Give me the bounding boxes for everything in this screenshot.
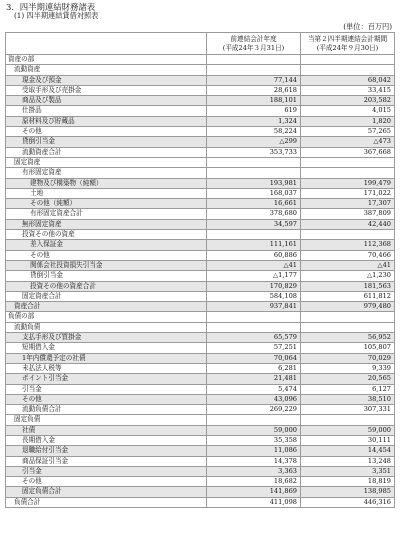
curr-period-header-line2: (平成24年９月30日): [316, 43, 379, 52]
curr-period-value: [301, 157, 395, 167]
curr-period-value: [301, 230, 395, 240]
table-row: [6, 446, 395, 456]
prev-period-value: △299: [207, 137, 301, 147]
table-row: [6, 291, 395, 301]
row-label: 固定資産合計: [6, 291, 207, 301]
table-row: [6, 477, 395, 487]
prev-period-value: [207, 415, 301, 425]
prev-period-value: 193,981: [207, 178, 301, 188]
curr-period-value: 14,454: [301, 446, 395, 456]
balance-sheet-table: [5, 32, 395, 508]
table-row: [6, 487, 395, 497]
row-label: 投資その他の資産: [6, 230, 207, 240]
label-column-header: [6, 33, 207, 55]
row-label: 負債の部: [6, 312, 207, 322]
prev-period-value: [207, 157, 301, 167]
table-row: [6, 147, 395, 157]
curr-period-value: 70,466: [301, 250, 395, 260]
table-row: [6, 497, 395, 507]
prev-period-value: 21,481: [207, 374, 301, 384]
table-row: [6, 302, 395, 312]
prev-period-value: 57,251: [207, 343, 301, 353]
curr-period-value: 70,029: [301, 353, 395, 363]
curr-period-value: 199,479: [301, 178, 395, 188]
curr-period-value: △41: [301, 260, 395, 270]
curr-period-value: 13,248: [301, 456, 395, 466]
curr-period-value: 1,820: [301, 116, 395, 126]
row-label: 退職給付引当金: [6, 446, 207, 456]
prev-period-value: 584,108: [207, 291, 301, 301]
table-row: [6, 405, 395, 415]
table-row: [6, 271, 395, 281]
table-row: [6, 209, 395, 219]
prev-period-value: 43,096: [207, 394, 301, 404]
row-label: その他（純額）: [6, 199, 207, 209]
curr-period-value: 171,022: [301, 188, 395, 198]
row-label: 流動負債合計: [6, 405, 207, 415]
row-label: 未払法人税等: [6, 363, 207, 373]
table-row: [6, 230, 395, 240]
row-label: 引当金: [6, 384, 207, 394]
table-row: [6, 106, 395, 116]
curr-period-value: △1,230: [301, 271, 395, 281]
prev-period-value: 18,682: [207, 477, 301, 487]
prev-period-value: 35,358: [207, 435, 301, 445]
prev-period-value: 28,618: [207, 85, 301, 95]
table-row: [6, 333, 395, 343]
curr-period-value: 203,582: [301, 96, 395, 106]
table-row: [6, 250, 395, 260]
prev-period-value: [207, 55, 301, 65]
table-row: [6, 425, 395, 435]
prev-period-value: [207, 230, 301, 240]
row-label: 流動負債: [6, 322, 207, 332]
table-row: [6, 466, 395, 476]
prev-period-value: △41: [207, 260, 301, 270]
curr-period-value: 33,415: [301, 85, 395, 95]
curr-period-value: 446,316: [301, 497, 395, 507]
row-label: その他: [6, 394, 207, 404]
row-label: 1年内償還予定の社債: [6, 353, 207, 363]
table-row: [6, 312, 395, 322]
table-row: [6, 435, 395, 445]
curr-period-value: 17,307: [301, 199, 395, 209]
curr-period-value: 57,265: [301, 127, 395, 137]
prev-period-value: 77,144: [207, 75, 301, 85]
table-row: [6, 240, 395, 250]
prev-period-value: [207, 168, 301, 178]
table-row: [6, 394, 395, 404]
curr-period-value: [301, 168, 395, 178]
table-row: [6, 116, 395, 126]
row-label: 長期借入金: [6, 435, 207, 445]
curr-period-value: 181,563: [301, 281, 395, 291]
prev-period-header: [207, 33, 301, 55]
row-label: その他: [6, 477, 207, 487]
row-label: 支払手形及び買掛金: [6, 333, 207, 343]
row-label: 引当金: [6, 466, 207, 476]
table-row: [6, 188, 395, 198]
curr-period-value: 30,111: [301, 435, 395, 445]
section-title: 3．四半期連結財務諸表: [6, 2, 96, 12]
curr-period-value: 42,440: [301, 219, 395, 229]
row-label: 建物及び構築物（純額）: [6, 178, 207, 188]
prev-period-header-line2: (平成24年３月31日): [222, 43, 285, 52]
prev-period-value: 411,098: [207, 497, 301, 507]
row-label: 投資その他の資産合計: [6, 281, 207, 291]
table-body: [6, 55, 395, 508]
row-label: 関係会社投資損失引当金: [6, 260, 207, 270]
prev-period-value: 111,161: [207, 240, 301, 250]
row-label: 流動資産合計: [6, 147, 207, 157]
prev-period-value: [207, 312, 301, 322]
curr-period-value: [301, 55, 395, 65]
curr-period-value: △473: [301, 137, 395, 147]
prev-period-value: 170,829: [207, 281, 301, 291]
row-label: 社債: [6, 425, 207, 435]
prev-period-header-line1: 前連結会計年度: [230, 35, 277, 43]
prev-period-value: 5,474: [207, 384, 301, 394]
curr-period-value: [301, 322, 395, 332]
table-row: [6, 374, 395, 384]
row-label: 短期借入金: [6, 343, 207, 353]
table-row: [6, 219, 395, 229]
unit-note: (単位：百万円): [343, 22, 392, 31]
curr-period-value: 38,510: [301, 394, 395, 404]
curr-period-value: 20,565: [301, 374, 395, 384]
table-row: [6, 178, 395, 188]
curr-period-header: [301, 33, 395, 55]
prev-period-value: 141,869: [207, 487, 301, 497]
prev-period-value: 65,579: [207, 333, 301, 343]
prev-period-value: 3,363: [207, 466, 301, 476]
row-label: 負債合計: [6, 497, 207, 507]
table-row: [6, 353, 395, 363]
curr-period-value: 6,127: [301, 384, 395, 394]
curr-period-value: 105,807: [301, 343, 395, 353]
row-label: 有形固定資産合計: [6, 209, 207, 219]
curr-period-value: 18,819: [301, 477, 395, 487]
row-label: 流動資産: [6, 65, 207, 75]
table-row: [6, 157, 395, 167]
curr-period-value: 307,331: [301, 405, 395, 415]
curr-period-value: 68,042: [301, 75, 395, 85]
row-label: 貸倒引当金: [6, 137, 207, 147]
row-label: その他: [6, 250, 207, 260]
row-label: 差入保証金: [6, 240, 207, 250]
table-row: [6, 85, 395, 95]
row-label: 固定負債合計: [6, 487, 207, 497]
curr-period-header-line1: 当第２四半期連結会計期間: [307, 35, 388, 43]
row-label: 固定負債: [6, 415, 207, 425]
prev-period-value: 6,281: [207, 363, 301, 373]
prev-period-value: 14,378: [207, 456, 301, 466]
curr-period-value: 3,351: [301, 466, 395, 476]
table-row: [6, 456, 395, 466]
row-label: 有形固定資産: [6, 168, 207, 178]
curr-period-value: 9,339: [301, 363, 395, 373]
prev-period-value: 188,101: [207, 96, 301, 106]
curr-period-value: 979,480: [301, 302, 395, 312]
table-row: [6, 415, 395, 425]
table-row: [6, 168, 395, 178]
row-label: 仕掛品: [6, 106, 207, 116]
prev-period-value: 378,680: [207, 209, 301, 219]
row-label: 商品保証引当金: [6, 456, 207, 466]
row-label: 土地: [6, 188, 207, 198]
prev-period-value: △1,177: [207, 271, 301, 281]
prev-period-value: 11,086: [207, 446, 301, 456]
prev-period-value: 937,841: [207, 302, 301, 312]
row-label: 原材料及び貯蔵品: [6, 116, 207, 126]
curr-period-value: 4,015: [301, 106, 395, 116]
table-header-row: [6, 33, 395, 55]
curr-period-value: [301, 65, 395, 75]
table-row: [6, 384, 395, 394]
table-subtitle: (1) 四半期連結貸借対照表: [14, 11, 99, 20]
curr-period-value: 56,952: [301, 333, 395, 343]
table-row: [6, 75, 395, 85]
row-label: 現金及び預金: [6, 75, 207, 85]
curr-period-value: [301, 415, 395, 425]
prev-period-value: 58,224: [207, 127, 301, 137]
prev-period-value: 16,661: [207, 199, 301, 209]
row-label: 資産合計: [6, 302, 207, 312]
curr-period-value: 367,668: [301, 147, 395, 157]
row-label: 固定資産: [6, 157, 207, 167]
curr-period-value: 611,812: [301, 291, 395, 301]
table-row: [6, 363, 395, 373]
prev-period-value: 353,733: [207, 147, 301, 157]
prev-period-value: 619: [207, 106, 301, 116]
prev-period-value: 59,000: [207, 425, 301, 435]
curr-period-value: [301, 312, 395, 322]
prev-period-value: [207, 65, 301, 75]
curr-period-value: 387,809: [301, 209, 395, 219]
prev-period-value: 34,597: [207, 219, 301, 229]
curr-period-value: 112,368: [301, 240, 395, 250]
curr-period-value: 138,985: [301, 487, 395, 497]
prev-period-value: 168,037: [207, 188, 301, 198]
table-row: [6, 127, 395, 137]
table-row: [6, 65, 395, 75]
curr-period-value: 59,000: [301, 425, 395, 435]
row-label: 貸倒引当金: [6, 271, 207, 281]
table-row: [6, 260, 395, 270]
row-label: ポイント引当金: [6, 374, 207, 384]
table-row: [6, 343, 395, 353]
prev-period-value: 60,886: [207, 250, 301, 260]
prev-period-value: 1,324: [207, 116, 301, 126]
table-row: [6, 199, 395, 209]
prev-period-value: 269,229: [207, 405, 301, 415]
table-row: [6, 55, 395, 65]
table-row: [6, 137, 395, 147]
row-label: 無形固定資産: [6, 219, 207, 229]
row-label: 資産の部: [6, 55, 207, 65]
row-label: 受取手形及び売掛金: [6, 85, 207, 95]
table-row: [6, 322, 395, 332]
prev-period-value: [207, 322, 301, 332]
prev-period-value: 70,064: [207, 353, 301, 363]
table-row: [6, 96, 395, 106]
row-label: その他: [6, 127, 207, 137]
row-label: 商品及び製品: [6, 96, 207, 106]
table-row: [6, 281, 395, 291]
